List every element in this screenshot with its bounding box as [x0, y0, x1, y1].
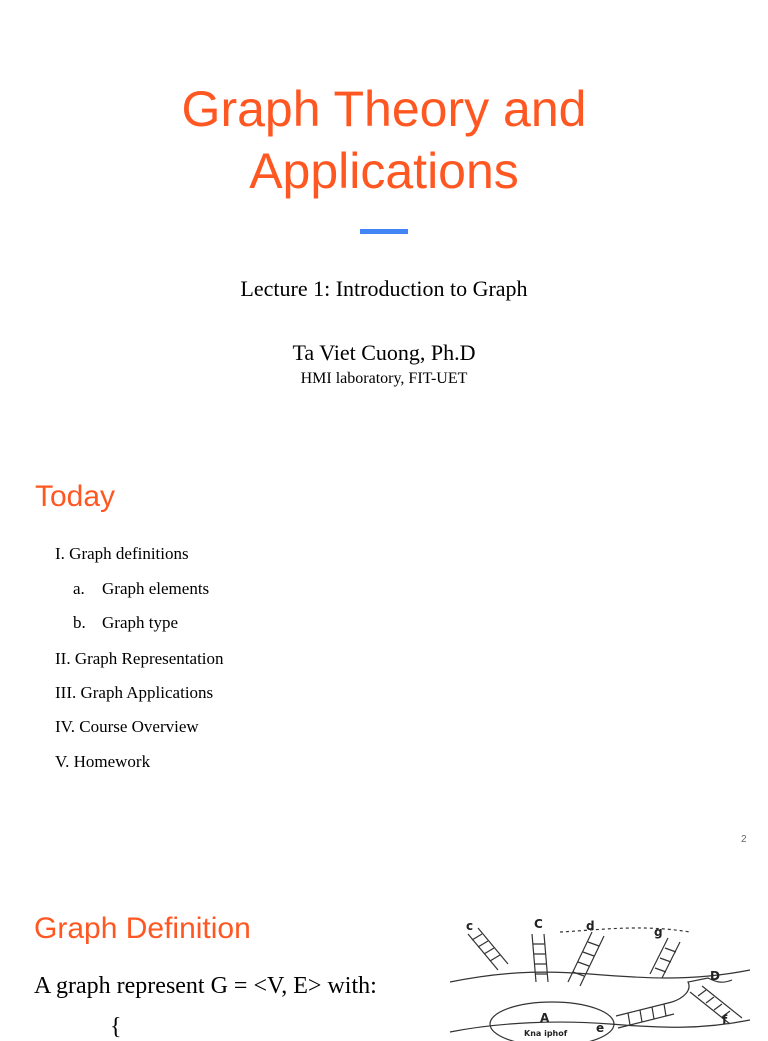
- definition-continuation: {: [110, 1014, 122, 1040]
- konigsberg-bridges-figure: [440, 912, 760, 1038]
- author-affiliation: HMI laboratory, FIT-UET: [300, 370, 468, 387]
- agenda-subitem-marker: a.: [73, 579, 85, 598]
- agenda-item: [55, 752, 150, 772]
- bridge: [568, 932, 604, 986]
- figure-label-C: C: [534, 917, 543, 931]
- title-slide: [0, 0, 768, 432]
- slide-title: [0, 78, 768, 202]
- agenda-subitem: [73, 613, 178, 633]
- agenda-item-text: I. Graph definitions: [55, 544, 189, 563]
- agenda-item-text: IV. Course Overview: [55, 717, 199, 736]
- figure-label-A: A: [540, 1011, 550, 1025]
- figure-label-island: Kna iphof: [524, 1029, 568, 1038]
- definition-text: A graph represent G = <V, E> with:: [34, 973, 377, 999]
- agenda-item: [55, 649, 224, 669]
- agenda-subitem-text: Graph type: [102, 613, 179, 632]
- agenda-subitem: [73, 579, 209, 599]
- figure-label-f: f: [722, 1013, 728, 1027]
- agenda-item-text: II. Graph Representation: [55, 649, 224, 668]
- lecture-subtitle: Lecture 1: Introduction to Graph: [240, 276, 528, 301]
- agenda-subitem-text: Graph elements: [102, 579, 210, 598]
- figure-label-d: d: [586, 919, 595, 933]
- page-number: 2: [741, 834, 747, 845]
- agenda-item-text: V. Homework: [55, 752, 151, 771]
- author-name: Ta Viet Cuong, Ph.D: [292, 340, 476, 365]
- agenda-item: [55, 544, 189, 564]
- bridge: [650, 938, 680, 978]
- figure-label-c: c: [466, 919, 474, 933]
- agenda-slide: [0, 432, 768, 864]
- agenda-item: [55, 683, 213, 703]
- title-line-1: Graph Theory and: [181, 81, 587, 137]
- agenda-item: [55, 717, 199, 737]
- figure-label-D: D: [710, 969, 720, 983]
- definition-heading: Graph Definition: [34, 912, 251, 945]
- title-line-2: Applications: [249, 143, 519, 199]
- bridge: [532, 934, 548, 982]
- figure-label-g: g: [654, 925, 663, 939]
- bridge: [468, 928, 508, 970]
- accent-bar: [360, 229, 408, 234]
- bridge: [616, 1002, 674, 1028]
- figure-label-e: e: [596, 1021, 605, 1035]
- bridge: [690, 986, 742, 1024]
- today-heading: Today: [35, 480, 116, 513]
- graph-definition-slide: [0, 864, 768, 1040]
- agenda-subitem-marker: b.: [73, 613, 86, 632]
- agenda-item-text: III. Graph Applications: [55, 683, 214, 702]
